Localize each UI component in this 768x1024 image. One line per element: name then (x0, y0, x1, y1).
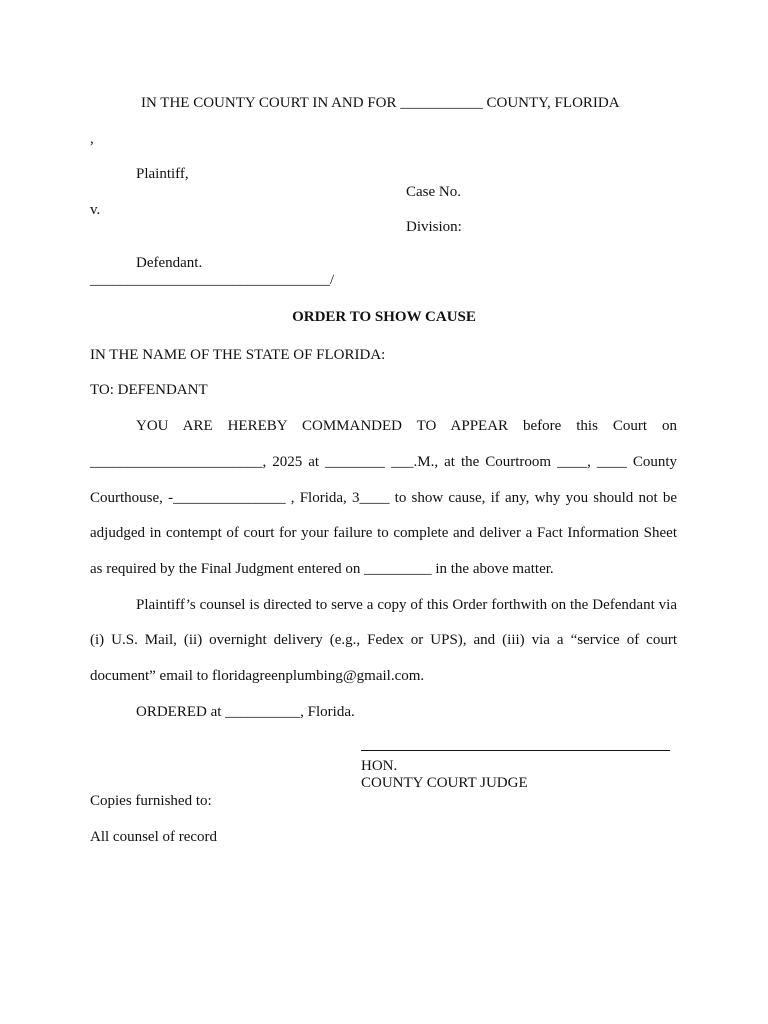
command-paragraph-line-3: Courthouse, -_______________ , Florida, 3____ to show cause, if any, why you should not be (90, 490, 677, 506)
judge-title-label: COUNTY COURT JUDGE (361, 775, 528, 791)
command-paragraph-line-5: as required by the Final Judgment entered on _________ in the above matter. (90, 561, 554, 577)
service-paragraph-line-1: Plaintiff’s counsel is directed to serve a copy of this Order forthwith on the Defendant via (136, 597, 677, 613)
copies-furnished-label: Copies furnished to: (90, 793, 212, 809)
caption-comma: , (90, 131, 94, 147)
document-title: ORDER TO SHOW CAUSE (292, 309, 476, 325)
division-label: Division: (406, 219, 462, 235)
to-defendant-line: TO: DEFENDANT (90, 382, 208, 398)
caption-underline: ________________________________/ (90, 272, 335, 288)
command-paragraph-line-4: adjudged in contempt of court for your failure to complete and deliver a Fact Information Sheet (90, 525, 677, 541)
service-paragraph-line-2: (i) U.S. Mail, (ii) overnight delivery (e.g., Fedex or UPS), and (iii) via a “service of court (90, 632, 677, 648)
case-number-label: Case No. (406, 184, 461, 200)
ordered-at-line: ORDERED at __________, Florida. (136, 704, 355, 720)
plaintiff-label: Plaintiff, (136, 166, 189, 182)
judge-hon-label: HON. (361, 758, 398, 774)
signature-line (361, 750, 670, 751)
defendant-label: Defendant. (136, 255, 203, 271)
service-paragraph-line-3: document” email to floridagreenplumbing@gmail.com. (90, 668, 425, 684)
copies-recipients: All counsel of record (90, 829, 218, 845)
command-paragraph-line-1: YOU ARE HEREBY COMMANDED TO APPEAR before this Court on (136, 418, 677, 434)
state-of-florida-line: IN THE NAME OF THE STATE OF FLORIDA: (90, 347, 386, 363)
court-caption-line: IN THE COUNTY COURT IN AND FOR ___________ COUNTY, FLORIDA (141, 95, 620, 111)
command-paragraph-line-2: _______________________, 2025 at ________ ___.M., at the Courtroom ____, ____ County (90, 454, 677, 470)
versus-label: v. (90, 202, 101, 218)
